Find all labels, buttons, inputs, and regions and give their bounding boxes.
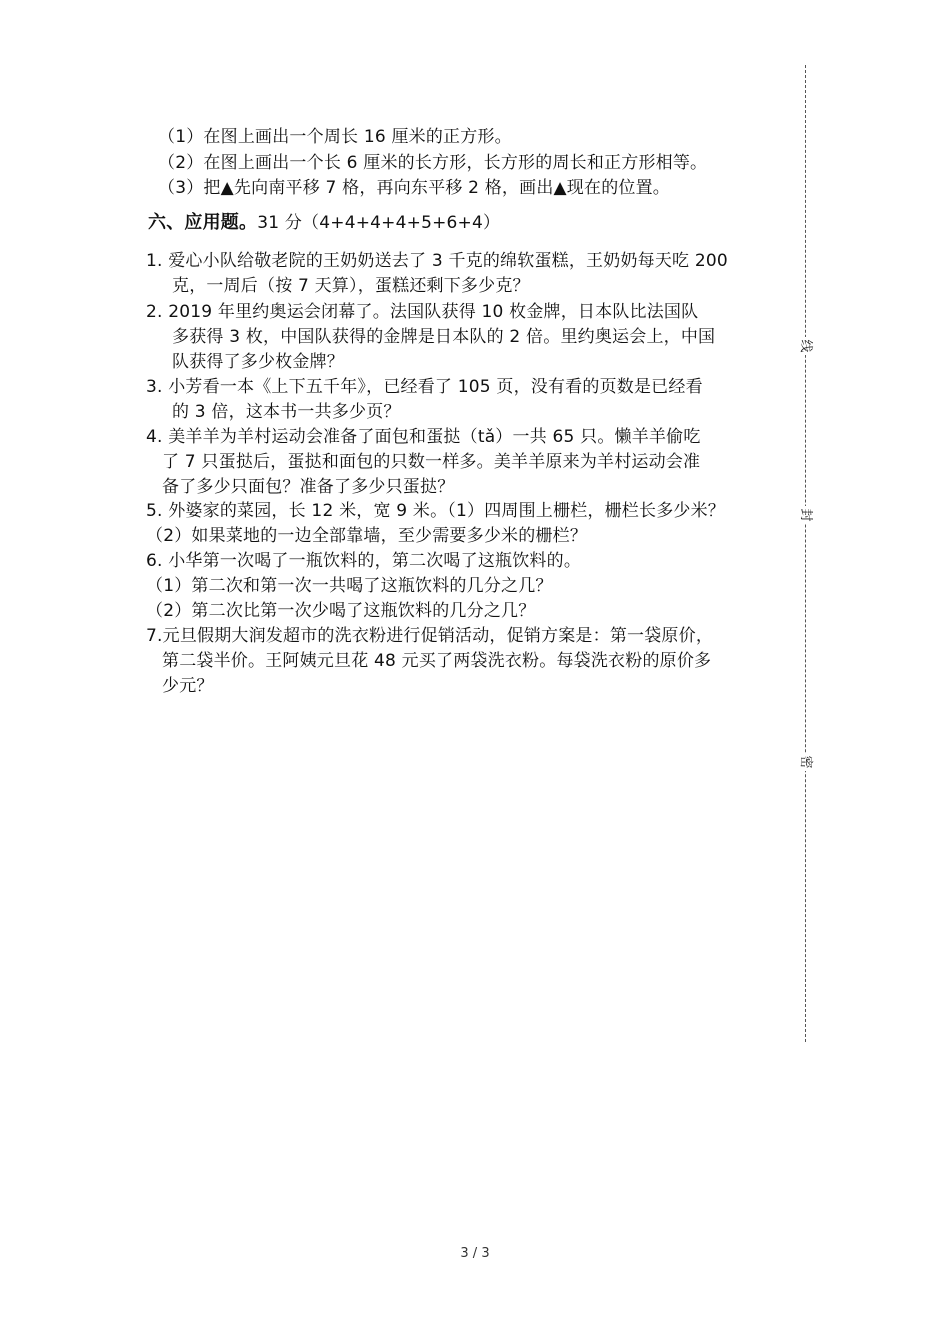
section-score: 31 分（4+4+4+4+5+6+4） <box>257 213 501 233</box>
page-number: 3 / 3 <box>460 1246 490 1261</box>
problem-1-line-1: 1. 爱心小队给敬老院的王奶奶送去了 3 千克的绵软蛋糕，王奶奶每天吃 200 <box>146 251 728 271</box>
problem-2-line-1: 2. 2019 年里约奥运会闭幕了。法国队获得 10 枚金牌，日本队比法国队 <box>146 302 699 322</box>
problem-6-sub-2: （2）第二次比第一次少喝了这瓶饮料的几分之几？ <box>146 601 536 621</box>
problem-4-line-3: 备了多少只面包？准备了多少只蛋挞？ <box>162 477 455 497</box>
drawing-task-1: （1）在图上画出一个周长 16 厘米的正方形。 <box>158 127 512 147</box>
problem-5-line-1: 5. 外婆家的菜园，长 12 米，宽 9 米。（1）四周围上栅栏，栅栏长多少米？ <box>146 501 726 521</box>
problem-4-line-2: 了 7 只蛋挞后，蛋挞和面包的只数一样多。美羊羊原来为羊村运动会准 <box>162 452 701 472</box>
problem-7-line-2: 第二袋半价。王阿姨元旦花 48 元买了两袋洗衣粉。每袋洗衣粉的原价多 <box>162 651 712 671</box>
section-heading <box>148 211 500 235</box>
margin-label-feng: 封 <box>795 506 815 524</box>
problem-2-line-3: 队获得了多少枚金牌？ <box>172 352 344 372</box>
problem-7-line-1: 7.元旦假期大润发超市的洗衣粉进行促销活动，促销方案是：第一袋原价， <box>146 626 714 646</box>
problem-3-line-2: 的 3 倍，这本书一共多少页？ <box>172 402 401 422</box>
margin-label-xian: 线 <box>795 337 815 355</box>
problem-7-line-3: 少元？ <box>162 676 214 696</box>
problem-2-line-2: 多获得 3 枚，中国队获得的金牌是日本队的 2 倍。里约奥运会上，中国 <box>172 327 716 347</box>
problem-4-line-1: 4. 美羊羊为羊村运动会准备了面包和蛋挞（tǎ）一共 65 只。懒羊羊偷吃 <box>146 427 701 447</box>
binding-margin-dashed-line <box>805 65 806 1042</box>
drawing-task-2: （2）在图上画出一个长 6 厘米的长方形，长方形的周长和正方形相等。 <box>158 153 708 173</box>
section-title: 六、应用题。 <box>148 212 258 233</box>
margin-label-mi: 密 <box>795 753 815 771</box>
problem-6-sub-1: （1）第二次和第一次一共喝了这瓶饮料的几分之几？ <box>146 576 553 596</box>
problem-3-line-1: 3. 小芳看一本《上下五千年》，已经看了 105 页，没有看的页数是已经看 <box>146 377 703 397</box>
problem-6-line-1: 6. 小华第一次喝了一瓶饮料的，第二次喝了这瓶饮料的。 <box>146 551 582 571</box>
problem-1-line-2: 克，一周后（按 7 天算），蛋糕还剩下多少克？ <box>172 276 530 296</box>
drawing-task-3: （3）把▲先向南平移 7 格，再向东平移 2 格，画出▲现在的位置。 <box>158 178 671 198</box>
problem-5-line-2: （2）如果菜地的一边全部靠墙，至少需要多少米的栅栏？ <box>146 526 588 546</box>
